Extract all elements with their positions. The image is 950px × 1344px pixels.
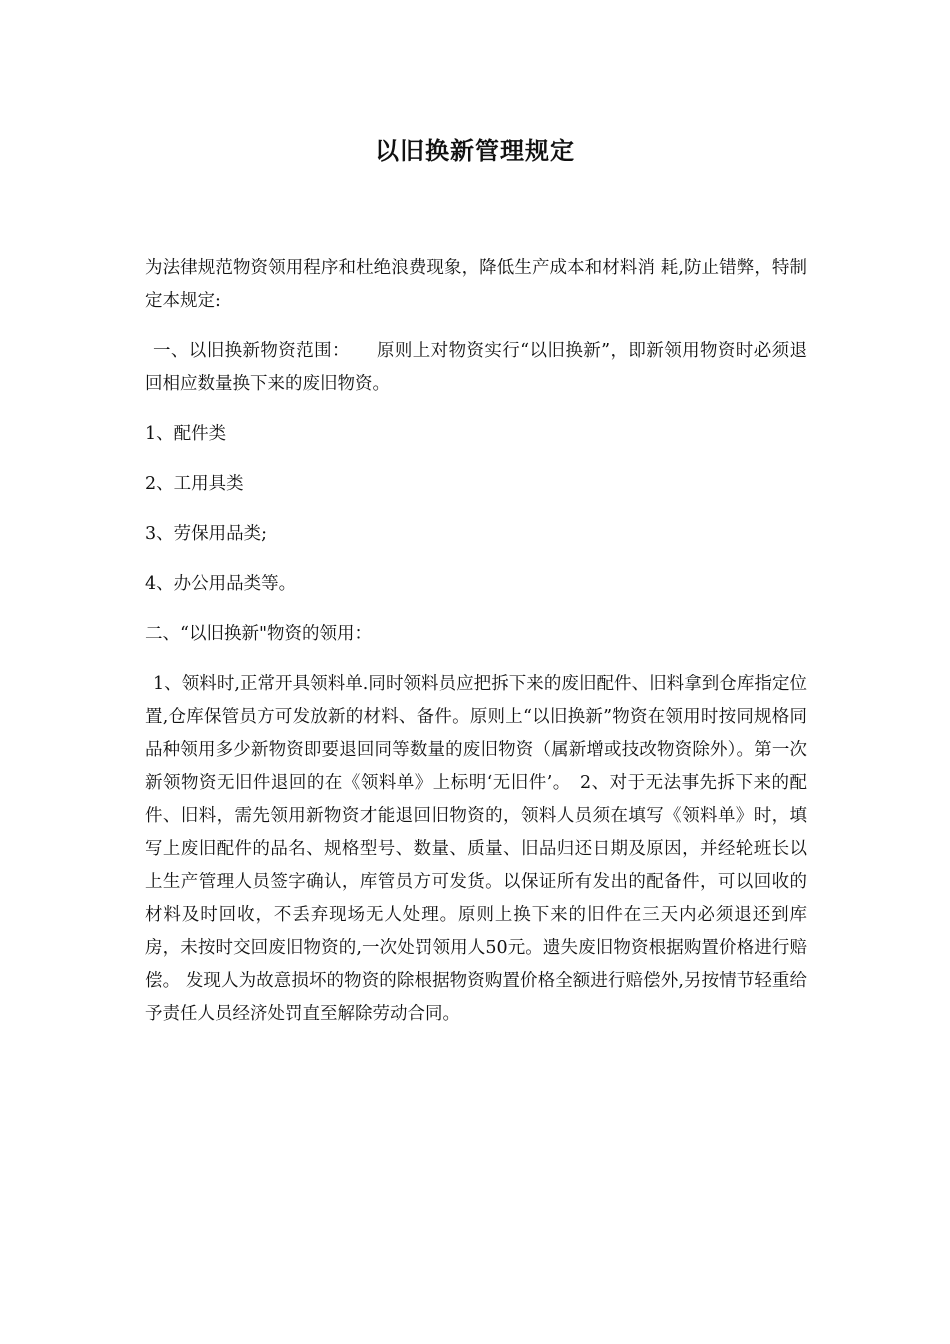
- section-two-paragraph: 1、领料时,正常开具领料单.同时领料员应把拆下来的废旧配件、旧料拿到仓库指定位置,仓库保管员方可发放新的材料、备件。原则上“以旧换新”物资在领用时按同规格同品种领用多少新物资即要退回同等数量的废旧物资（属新增或技改物资除外）。第一次新领物资无旧件退回的在《领料单》上标明‘无旧件’。 2、对于无法事先拆下来的配件、旧料，需先领用新物资才能退回旧物资的，领料人员须在填写《领料单》时，填写上废旧配件的品名、规格型号、数量、质量、旧品归还日期及原因，并经轮班长以上生产管理人员签字确认，库管员方可发货。以保证所有发出的配备件，可以回收的材料及时回收，不丢弃现场无人处理。原则上换下来的旧件在三天内必须退还到库房，未按时交回废旧物资的,一次处罚领用人50元。遗失废旧物资根据购置价格进行赔偿。 发现人为故意损坏的物资的除根据物资购置价格全额进行赔偿外,另按情节轻重给予责任人员经济处罚直至解除劳动合同。: [145, 674, 807, 1024]
- intro-paragraph: 为法律规范物资领用程序和杜绝浪费现象，降低生产成本和材料消 耗,防止错弊，特制定本规定:: [145, 258, 807, 311]
- document-title: 以旧换新管理规定: [375, 137, 575, 165]
- list-item: 1、配件类: [145, 424, 227, 444]
- list-item: 4、办公用品类等。: [145, 574, 297, 594]
- list-item: 3、劳保用品类;: [145, 524, 268, 544]
- section-two-heading: 二、“以旧换新"物资的领用：: [145, 624, 372, 644]
- section-one-paragraph: 一、以旧换新物资范围： 原则上对物资实行“以旧换新”，即新领用物资时必须退回相应数量换下来的废旧物资。: [145, 341, 807, 394]
- document-body: [145, 252, 807, 1048]
- list-item: 2、工用具类: [145, 474, 244, 494]
